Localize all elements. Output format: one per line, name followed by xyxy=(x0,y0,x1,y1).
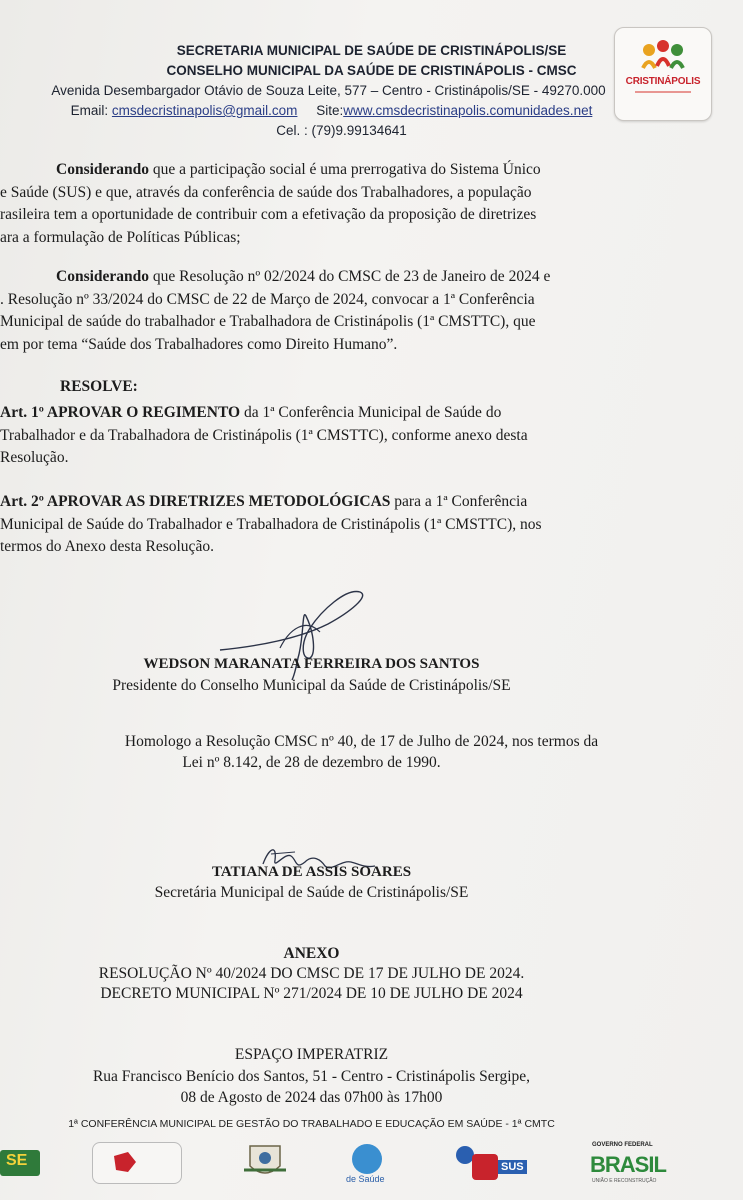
venue-address: Rua Francisco Benício dos Santos, 51 - Centro - Cristinápolis Sergipe, xyxy=(92,1068,531,1085)
footer-brasil-subtitle: UNIÃO E RECONSTRUÇÃO xyxy=(592,1178,657,1184)
para2-line4: em por tema “Saúde dos Trabalhadores como Direito Humano”. xyxy=(0,335,398,353)
cristinapolis-logo xyxy=(614,27,712,121)
signature-2-name: TATIANA DE ASSIS SOARES xyxy=(211,864,412,880)
annex-title: ANEXO xyxy=(283,945,340,962)
header-phone: Cel. : (79)9.99134641 xyxy=(276,123,407,138)
header-address: Avenida Desembargador Otávio de Souza Leite, 577 – Centro - Cristinápolis/SE - 49270.000 xyxy=(51,83,606,98)
paragraph-considerando-1 xyxy=(0,159,541,249)
art1-line3: Resolução. xyxy=(0,449,69,466)
para2-line1: que Resolução nº 02/2024 do CMSC de 23 de Janeiro de 2024 e xyxy=(149,268,551,285)
para1-bold: Considerando xyxy=(56,161,150,178)
email-link[interactable]: cmsdecristinapolis@gmail.com xyxy=(111,103,298,118)
footer-se-logo xyxy=(0,1140,44,1186)
para1-line1: que a participação social é uma prerrogativa do Sistema Único xyxy=(149,161,541,178)
footer-sus-logo xyxy=(452,1140,532,1186)
art2-line2: Municipal de Saúde do Trabalhador e Trabalhadora de Cristinápolis (1ª CMSTTC), nos xyxy=(0,515,542,533)
article-1 xyxy=(0,402,528,470)
homologation-line-2: Lei nº 8.142, de 28 de dezembro de 1990. xyxy=(182,754,441,771)
header-contacts xyxy=(0,103,703,118)
signature-1-role: Presidente do Conselho Municipal da Saúde de Cristinápolis/SE xyxy=(112,677,511,694)
para1-line3: rasileira tem a oportunidade de contribuir com a efetivação da proposição de diretrizes xyxy=(0,206,537,223)
art1-line1: da 1ª Conferência Municipal de Saúde do xyxy=(240,404,502,421)
footer-saude-text: de Saúde xyxy=(346,1174,385,1184)
footer-banner: 1ª CONFERÊNCIA MUNICIPAL DE GESTÃO DO TRABALHADO E EDUCAÇÃO EM SAÚDE - 1ª CMTC xyxy=(68,1118,555,1130)
map-icon xyxy=(110,1148,138,1176)
footer-conference-logo xyxy=(92,1140,182,1186)
art1-bold: Art. 1º APROVAR O REGIMENTO xyxy=(0,404,241,421)
footer-sus-text: SUS xyxy=(498,1160,527,1174)
resolve-heading: RESOLVE: xyxy=(60,378,138,395)
para2-line2: . Resolução nº 33/2024 do CMSC de 22 de Março de 2024, convocar a 1ª Conferência xyxy=(0,290,535,308)
coat-of-arms-icon xyxy=(240,1140,290,1186)
para1-line4: ara a formulação de Políticas Públicas; xyxy=(0,228,241,246)
art2-line1: para a 1ª Conferência xyxy=(390,493,528,510)
homologation-line-1: Homologo a Resolução CMSC nº 40, de 17 de Julho de 2024, nos termos da xyxy=(124,733,599,750)
header-secretaria: SECRETARIA MUNICIPAL DE SAÚDE DE CRISTINÁPOLIS/SE xyxy=(176,43,567,58)
logo-figures-icon xyxy=(615,28,711,120)
footer-se-text: SE xyxy=(6,1152,28,1169)
footer-coat-of-arms xyxy=(240,1140,290,1186)
annex-line-2: DECRETO MUNICIPAL Nº 271/2024 DE 10 DE JULHO DE 2024 xyxy=(100,985,523,1002)
para2-line3: Municipal de saúde do trabalhador e Trabalhadora de Cristinápolis (1ª CMSTTC), que xyxy=(0,313,536,330)
site-label: Site: xyxy=(316,103,344,118)
logo-text: CRISTINÁPOLIS xyxy=(625,76,701,87)
para1-line2: e Saúde (SUS) e que, através da conferência de saúde dos Trabalhadores, a população xyxy=(0,183,532,201)
art2-bold: Art. 2º APROVAR AS DIRETRIZES METODOLÓGICAS xyxy=(0,493,391,510)
footer-brasil-text: BRASIL xyxy=(590,1152,666,1177)
header-conselho: CONSELHO MUNICIPAL DA SAÚDE DE CRISTINÁPOLIS - CMSC xyxy=(166,63,577,78)
art1-line2: Trabalhador e da Trabalhadora de Cristinápolis (1ª CMSTTC), conforme anexo desta xyxy=(0,426,528,444)
article-2 xyxy=(0,491,542,559)
annex-line-1: RESOLUÇÃO Nº 40/2024 DO CMSC DE 17 DE JULHO DE 2024. xyxy=(98,965,525,982)
email-label: Email: xyxy=(70,103,109,118)
art2-line3: termos do Anexo desta Resolução. xyxy=(0,538,214,555)
paragraph-considerando-2 xyxy=(0,266,550,356)
signature-1-name: WEDSON MARANATA FERREIRA DOS SANTOS xyxy=(143,656,480,672)
footer-gov-text: GOVERNO FEDERAL xyxy=(592,1142,653,1148)
site-link[interactable]: www.cmsdecristinapolis.comunidades.net xyxy=(343,103,593,118)
footer-governo-logo xyxy=(590,1140,690,1186)
venue-date: 08 de Agosto de 2024 das 07h00 às 17h00 xyxy=(180,1089,443,1106)
footer-cns-logo xyxy=(340,1140,396,1186)
signature-2-role: Secretária Municipal de Saúde de Cristinápolis/SE xyxy=(154,884,469,901)
venue-name: ESPAÇO IMPERATRIZ xyxy=(234,1046,389,1063)
para2-bold: Considerando xyxy=(56,268,150,285)
